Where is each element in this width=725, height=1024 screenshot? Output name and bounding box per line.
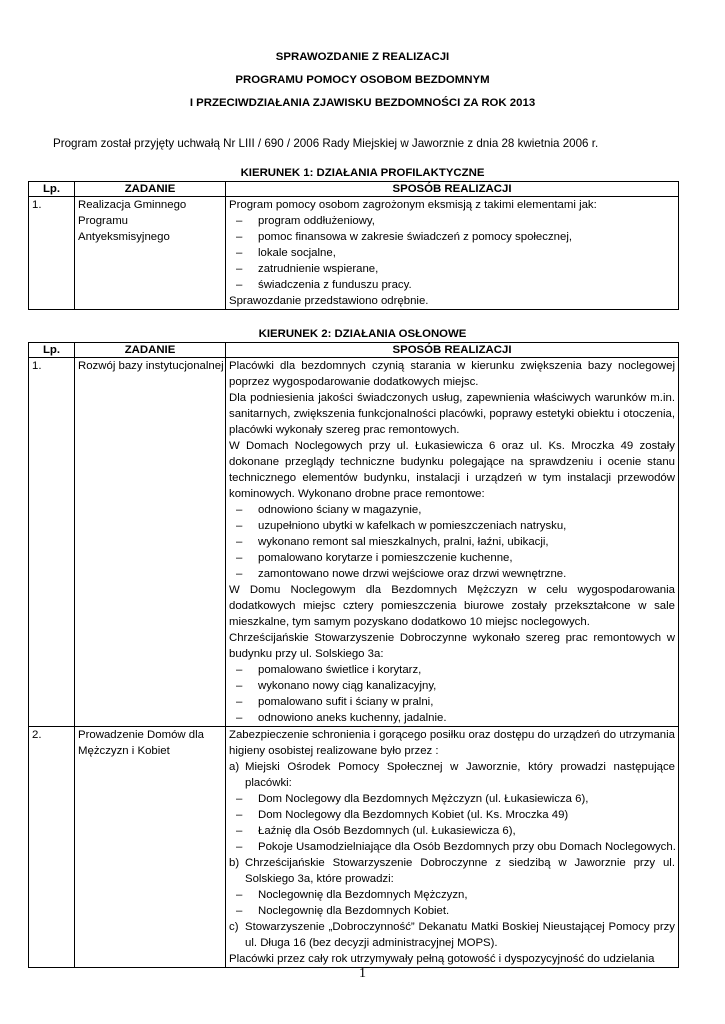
sub-point-b <box>229 855 675 887</box>
paragraph: Chrześcijańskie Stowarzyszenie Dobroczynne wykonało szereg prac remontowych w budynku przy ul. Solskiego 3a: <box>229 632 675 660</box>
list-item: – pomoc finansowa w zakresie świadczeń z pomocy społecznej, <box>229 229 675 245</box>
sub-point-a <box>229 759 675 791</box>
task-name: Realizacja Gminnego Programu Antyeksmisyjnego <box>75 197 226 310</box>
task-name: Rozwój bazy instytucjonalnej <box>75 358 226 727</box>
list-item: – zamontowano nowe drzwi wejściowe oraz drzwi wewnętrzne. <box>229 566 675 582</box>
list-item: – Dom Noclegowy dla Bezdomnych Kobiet (ul. Ks. Mroczka 49) <box>229 807 675 823</box>
list-item: – Dom Noclegowy dla Bezdomnych Mężczyzn (ul. Łukasiewicza 6), <box>229 791 675 807</box>
list-item: – zatrudnienie wspierane, <box>229 261 675 277</box>
sub-point-text: Chrześcijańskie Stowarzyszenie Dobroczynne z siedzibą w Jaworznie przy ul. Solskiego 3a, które prowadzi: <box>245 857 675 885</box>
list-item: – wykonano nowy ciąg kanalizacyjny, <box>229 678 675 694</box>
paragraph: Placówki dla bezdomnych czynią starania w kierunku zwiększenia bazy noclegowej poprzez wygospodarowanie dodatkowych miejsc. <box>229 360 675 388</box>
report-title-line-3: I PRZECIWDZIAŁANIA ZJAWISKU BEZDOMNOŚCI ZA ROK 2013 <box>189 97 536 109</box>
report-title-line-1: SPRAWOZDANIE Z REALIZACJI <box>275 51 450 63</box>
list-item: – odnowiono ściany w magazynie, <box>229 502 675 518</box>
column-header-zadanie: ZADANIE <box>75 182 226 197</box>
realization-outro: Sprawozdanie przedstawiono odrębnie. <box>229 295 429 307</box>
column-header-zadanie: ZADANIE <box>75 343 226 358</box>
column-header-sposob: SPOSÓB REALIZACJI <box>226 343 679 358</box>
row-number: 1. <box>29 358 75 727</box>
realization-cell <box>226 727 679 968</box>
direction-2-heading: KIERUNEK 2: DZIAŁANIA OSŁONOWE <box>258 328 467 340</box>
paragraph: Placówki przez cały rok utrzymywały pełną gotowość i dyspozycyjność do udzielania <box>229 953 655 965</box>
sub-point-c <box>229 919 675 951</box>
realization-cell <box>226 358 679 727</box>
list-item: – odnowiono aneks kuchenny, jadalnie. <box>229 710 675 726</box>
sub-point-text: Miejski Ośrodek Pomocy Społecznej w Jaworznie, który prowadzi następujące placówki: <box>245 761 675 789</box>
column-header-lp: Lp. <box>29 343 75 358</box>
list-item: – Pokoje Usamodzielniające dla Osób Bezdomnych przy obu Domach Noclegowych. <box>229 839 675 855</box>
list-item: – Noclegownię dla Bezdomnych Kobiet. <box>229 903 675 919</box>
list-item: – Łaźnię dla Osób Bezdomnych (ul. Łukasiewicza 6), <box>229 823 675 839</box>
table-header-row <box>29 343 679 358</box>
list-item: – pomalowano sufit i ściany w pralni, <box>229 694 675 710</box>
column-header-lp: Lp. <box>29 182 75 197</box>
table-row <box>29 358 679 727</box>
row-number: 2. <box>29 727 75 968</box>
table-row <box>29 727 679 968</box>
list-item: – program oddłużeniowy, <box>229 213 675 229</box>
list-item: – świadczenia z funduszu pracy. <box>229 277 675 293</box>
sub-point-label: a) <box>229 761 240 773</box>
report-title-line-2: PROGRAMU POMOCY OSOBOM BEZDOMNYM <box>235 74 490 86</box>
list-item: – lokale socjalne, <box>229 245 675 261</box>
list-item: – wykonano remont sal mieszkalnych, pralni, łaźni, ubikacji, <box>229 534 675 550</box>
row-number: 1. <box>29 197 75 310</box>
intro-paragraph: Program został przyjęty uchwałą Nr LIII / 690 / 2006 Rady Miejskiej w Jaworznie z dnia 28 kwietnia 2006 r. <box>53 137 599 150</box>
realization-intro: Program pomocy osobom zagrożonym eksmisją z takimi elementami jak: <box>229 199 597 211</box>
sub-point-label: c) <box>229 921 239 933</box>
paragraph: Zabezpieczenie schronienia i gorącego posiłku oraz dostępu do urządzeń do utrzymania higieny osobistej realizowane było przez : <box>229 729 675 757</box>
direction-2-table <box>28 342 679 968</box>
sub-point-text: Stowarzyszenie „Dobroczynność” Dekanatu Matki Boskiej Nieustającej Pomocy przy ul. Długa 16 (bez decyzji administracyjnej MOPS). <box>245 921 675 949</box>
table-row <box>29 197 679 310</box>
sub-point-label: b) <box>229 857 240 869</box>
list-item: – pomalowano świetlice i korytarz, <box>229 662 675 678</box>
list-item: – pomalowano korytarze i pomieszczenie kuchenne, <box>229 550 675 566</box>
page-number: 1 <box>359 966 366 981</box>
list-item: – uzupełniono ubytki w kafelkach w pomieszczeniach natrysku, <box>229 518 675 534</box>
list-item: – Noclegownię dla Bezdomnych Mężczyzn, <box>229 887 675 903</box>
realization-cell <box>226 197 679 310</box>
paragraph: W Domach Noclegowych przy ul. Łukasiewicza 6 oraz ul. Ks. Mroczka 49 zostały dokonane przeglądy techniczne budynku polegające na sprawdzeniu i ocenie stanu technicznego elementów budynku, instalacji i urządzeń w tym instalacji przewodów kominowych. Wykonano drobne prace remontowe: <box>229 440 675 500</box>
direction-1-table <box>28 181 679 310</box>
column-header-sposob: SPOSÓB REALIZACJI <box>226 182 679 197</box>
paragraph: W Domu Noclegowym dla Bezdomnych Mężczyzn w celu wygospodarowania dodatkowych miejsc cztery pomieszczenia biurowe zostały przekształcone w sale mieszkalne, tym samym pozyskano dodatkowo 10 miejsc noclegowych. <box>229 584 675 628</box>
paragraph: Dla podniesienia jakości świadczonych usług, zapewnienia właściwych warunków m.in. sanitarnych, zwiększenia funkcjonalności placówki, poprawy estetyki obiektu i otoczenia, placówki wykonały szereg prac remontowych. <box>229 392 675 436</box>
table-header-row <box>29 182 679 197</box>
direction-1-heading: KIERUNEK 1: DZIAŁANIA PROFILAKTYCZNE <box>240 167 485 179</box>
task-name: Prowadzenie Domów dla Mężczyzn i Kobiet <box>75 727 226 968</box>
